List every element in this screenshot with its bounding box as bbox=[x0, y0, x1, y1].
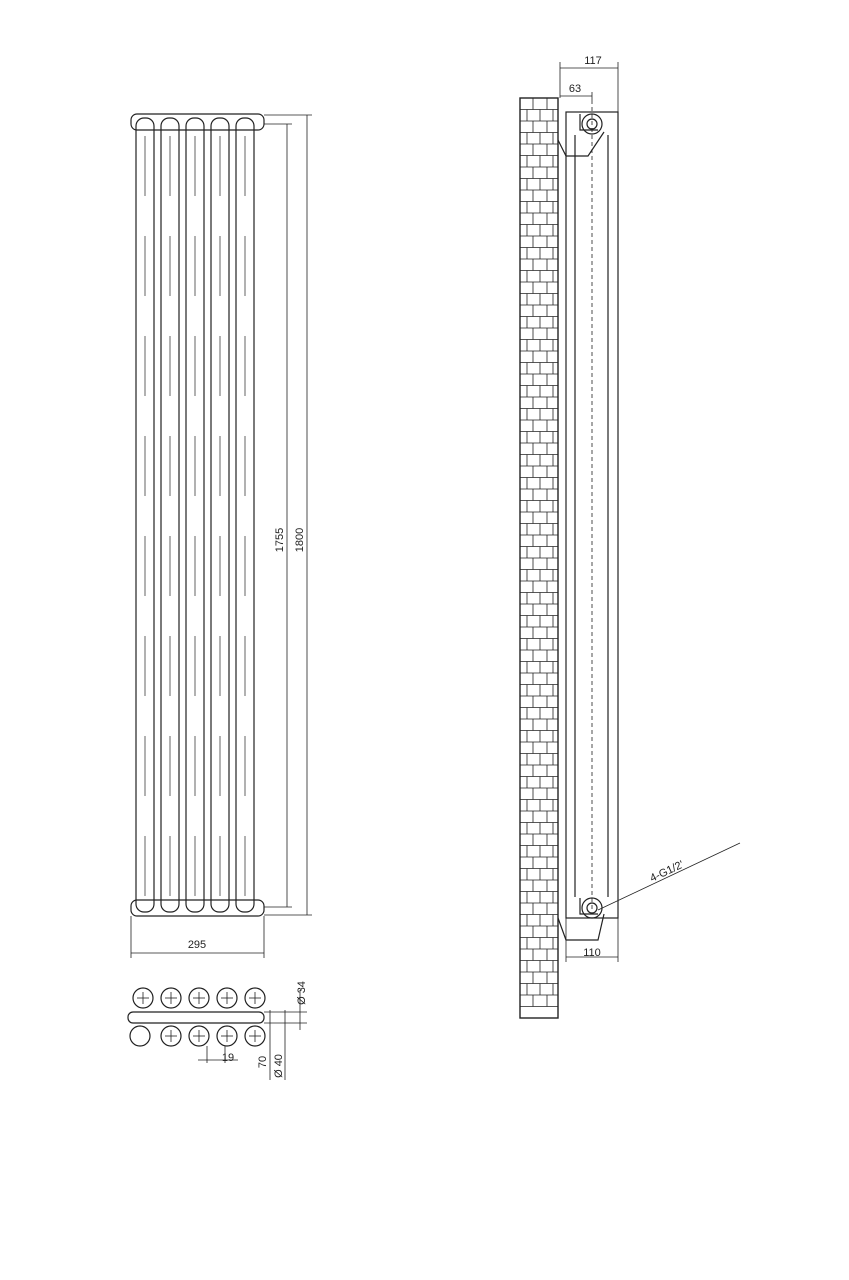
axis-offset-label: 63 bbox=[568, 83, 582, 95]
connection-label: 4-G1/2' bbox=[648, 858, 686, 885]
side-view bbox=[520, 62, 740, 1018]
bottom-header bbox=[131, 900, 264, 916]
front-tubes bbox=[136, 118, 254, 912]
top-header bbox=[131, 114, 264, 130]
depth-label-70: 70 bbox=[257, 1055, 269, 1069]
height-label: 1800 bbox=[294, 527, 306, 553]
tube-pitch-label: 19 bbox=[221, 1052, 235, 1064]
section-valve-circle bbox=[130, 1026, 150, 1046]
width-label: 295 bbox=[187, 939, 207, 951]
section-circles bbox=[133, 988, 265, 1046]
section-header-bar bbox=[128, 1012, 264, 1023]
depth-label-40: Ø 40 bbox=[273, 1054, 285, 1078]
bottom-depth-label: 110 bbox=[583, 947, 601, 959]
brick-wall bbox=[520, 98, 558, 1018]
top-connection bbox=[580, 114, 602, 134]
tube-diameter-label: Ø 34 bbox=[296, 981, 308, 1005]
top-bracket bbox=[558, 132, 604, 156]
overall-depth-label: 117 bbox=[584, 55, 602, 67]
bottom-connection bbox=[580, 898, 602, 918]
brick-rows bbox=[520, 98, 558, 1007]
centers-label: 1755 bbox=[274, 527, 286, 553]
